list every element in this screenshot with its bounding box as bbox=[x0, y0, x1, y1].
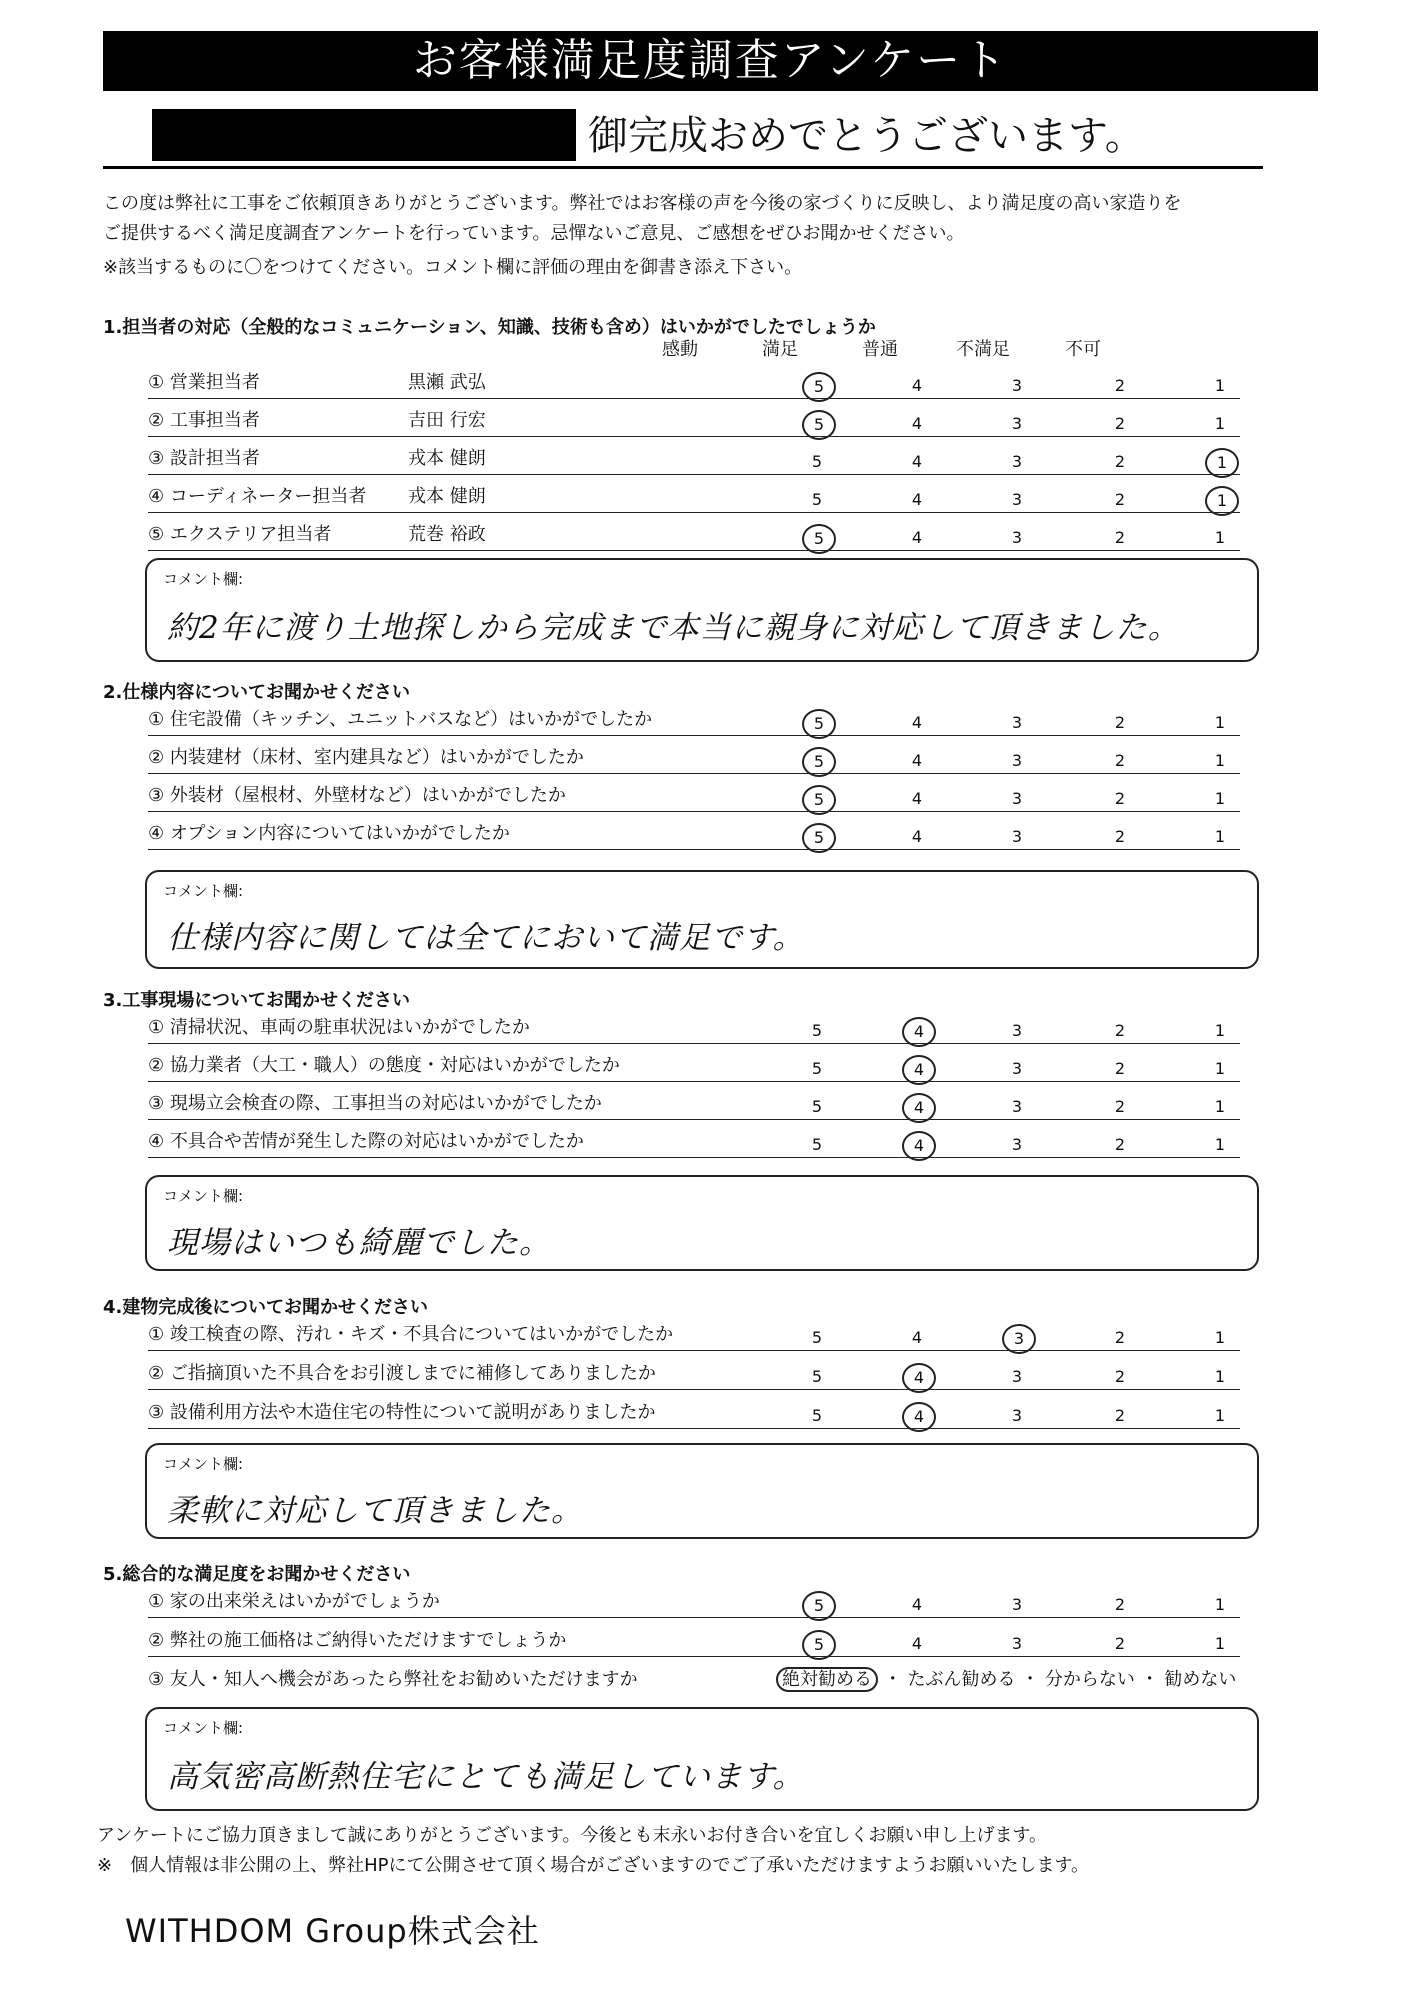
rating-option[interactable]: 3 bbox=[1011, 1097, 1023, 1116]
rating-option[interactable]: 1 bbox=[1214, 1059, 1226, 1078]
row-question: ① 営業担当者 bbox=[148, 372, 260, 393]
rating-option[interactable]: 1 bbox=[1214, 827, 1226, 846]
row-question: ③ 外装材（屋根材、外壁材など）はいかがでしたか bbox=[148, 785, 566, 806]
rating-option[interactable]: 5 bbox=[811, 452, 823, 471]
column-header: 満足 bbox=[762, 339, 798, 360]
row-question: ② ご指摘頂いた不具合をお引渡しまでに補修してありましたか bbox=[148, 1363, 656, 1384]
congratulations-text: 御完成おめでとうございます。 bbox=[588, 113, 1145, 159]
rating-option[interactable]: 3 bbox=[1011, 713, 1023, 732]
rating-row bbox=[148, 1359, 1240, 1390]
rating-option[interactable]: 3 bbox=[1011, 1135, 1023, 1154]
option-separator: ・ bbox=[878, 1669, 908, 1690]
staff-name: 荒巻 裕政 bbox=[408, 524, 486, 545]
rating-row bbox=[148, 444, 1240, 475]
recommend-options bbox=[776, 1667, 1236, 1693]
rating-option[interactable]: 1 bbox=[1214, 1634, 1226, 1653]
intro-line-3: ※該当するものに〇をつけてください。コメント欄に評価の理由を御書き添え下さい。 bbox=[103, 257, 803, 278]
rating-option[interactable]: 1 bbox=[1214, 1406, 1226, 1425]
rating-option-selected[interactable]: 5 bbox=[802, 410, 836, 440]
comment-handwriting: 高気密高断熱住宅にとても満足しています。 bbox=[167, 1759, 805, 1795]
rating-option[interactable]: 4 bbox=[911, 713, 923, 732]
rating-option[interactable]: 5 bbox=[811, 1367, 823, 1386]
rating-row bbox=[148, 406, 1240, 437]
rating-option[interactable]: 2 bbox=[1114, 1595, 1126, 1614]
row-question: ④ 不具合や苦情が発生した際の対応はいかがでしたか bbox=[148, 1131, 584, 1152]
recommend-option-selected[interactable]: 絶対勧める bbox=[776, 1667, 878, 1692]
row-question: ② 弊社の施工価格はご納得いただけますでしょうか bbox=[148, 1630, 567, 1651]
comment-label: コメント欄: bbox=[163, 882, 244, 900]
rating-option-selected[interactable]: 5 bbox=[802, 785, 836, 815]
row-question: ③ 設備利用方法や木造住宅の特性について説明がありましたか bbox=[148, 1402, 656, 1423]
section-title: 4.建物完成後についてお聞かせください bbox=[103, 1297, 429, 1318]
comment-label: コメント欄: bbox=[163, 1187, 244, 1205]
column-header: 不満足 bbox=[956, 339, 1010, 360]
rating-option-selected[interactable]: 5 bbox=[802, 747, 836, 777]
rating-option[interactable]: 2 bbox=[1114, 1135, 1126, 1154]
congratulations-underline bbox=[103, 166, 1263, 169]
rating-row bbox=[148, 1089, 1240, 1120]
comment-box bbox=[145, 1175, 1259, 1271]
comment-handwriting: 仕様内容に関しては全てにおいて満足です。 bbox=[167, 920, 805, 956]
section-title: 2.仕様内容についてお聞かせください bbox=[103, 682, 411, 703]
rating-option[interactable]: 4 bbox=[911, 414, 923, 433]
staff-name: 戎本 健朗 bbox=[408, 448, 486, 469]
rating-option-selected[interactable]: 4 bbox=[902, 1093, 936, 1123]
rating-option-selected[interactable]: 4 bbox=[902, 1017, 936, 1047]
comment-handwriting: 柔軟に対応して頂きました。 bbox=[167, 1493, 583, 1529]
rating-row bbox=[148, 1626, 1240, 1657]
rating-option[interactable]: 3 bbox=[1011, 528, 1023, 547]
rating-option[interactable]: 2 bbox=[1114, 789, 1126, 808]
rating-row bbox=[148, 781, 1240, 812]
row-question: ③ 設計担当者 bbox=[148, 448, 260, 469]
rating-row bbox=[148, 1398, 1240, 1429]
rating-option[interactable]: 4 bbox=[911, 1634, 923, 1653]
comment-box bbox=[145, 558, 1259, 662]
staff-name: 吉田 行宏 bbox=[408, 410, 486, 431]
rating-option[interactable]: 1 bbox=[1214, 751, 1226, 770]
rating-row bbox=[148, 1013, 1240, 1044]
recommend-option[interactable]: 分からない bbox=[1044, 1669, 1135, 1690]
rating-option[interactable]: 2 bbox=[1114, 1097, 1126, 1116]
rating-option[interactable]: 1 bbox=[1214, 528, 1226, 547]
rating-option-selected[interactable]: 5 bbox=[802, 1630, 836, 1660]
option-separator: ・ bbox=[1015, 1669, 1045, 1690]
recommend-option[interactable]: たぶん勧める bbox=[907, 1669, 1016, 1690]
rating-option[interactable]: 1 bbox=[1214, 1021, 1226, 1040]
rating-option[interactable]: 2 bbox=[1114, 414, 1126, 433]
recommend-row bbox=[148, 1665, 1240, 1695]
rating-option-selected[interactable]: 5 bbox=[802, 372, 836, 402]
rating-option[interactable]: 2 bbox=[1114, 751, 1126, 770]
rating-option[interactable]: 3 bbox=[1011, 452, 1023, 471]
rating-option[interactable]: 4 bbox=[911, 1328, 923, 1347]
rating-option[interactable]: 4 bbox=[911, 376, 923, 395]
rating-option[interactable]: 1 bbox=[1214, 1097, 1226, 1116]
company-name: WITHDOM Group株式会社 bbox=[125, 1912, 540, 1950]
rating-option-selected[interactable]: 1 bbox=[1205, 486, 1239, 516]
comment-box bbox=[145, 1707, 1259, 1811]
rating-option[interactable]: 2 bbox=[1114, 1328, 1126, 1347]
rating-row bbox=[148, 520, 1240, 551]
comment-handwriting: 現場はいつも綺麗でした。 bbox=[167, 1225, 551, 1261]
rating-option[interactable]: 2 bbox=[1114, 452, 1126, 471]
footer-thanks: アンケートにご協力頂きまして誠にありがとうございます。今後とも末永いお付き合いを宜しくお願い申し上げます。 bbox=[97, 1825, 1048, 1846]
row-question: ④ オプション内容についてはいかがでしたか bbox=[148, 823, 510, 844]
rating-option[interactable]: 5 bbox=[811, 1059, 823, 1078]
rating-row bbox=[148, 482, 1240, 513]
rating-option[interactable]: 5 bbox=[811, 1097, 823, 1116]
rating-option[interactable]: 2 bbox=[1114, 1406, 1126, 1425]
rating-option[interactable]: 5 bbox=[811, 1406, 823, 1425]
rating-option[interactable]: 2 bbox=[1114, 1634, 1126, 1653]
footer-privacy-note: ※ 個人情報は非公開の上、弊社HPにて公開させて頂く場合がございますのでご了承いただけますようお願いいたします。 bbox=[97, 1855, 1090, 1876]
rating-option-selected[interactable]: 1 bbox=[1205, 448, 1239, 478]
rating-option[interactable]: 5 bbox=[811, 1135, 823, 1154]
recommend-question: ③ 友人・知人へ機会があったら弊社をお勧めいただけますか bbox=[148, 1669, 638, 1690]
row-question: ① 家の出来栄えはいかがでしょうか bbox=[148, 1591, 440, 1612]
rating-option[interactable]: 3 bbox=[1011, 1059, 1023, 1078]
rating-row bbox=[148, 705, 1240, 736]
rating-option[interactable]: 3 bbox=[1011, 1021, 1023, 1040]
rating-option[interactable]: 2 bbox=[1114, 713, 1126, 732]
intro-line-2: ご提供するべく満足度調査アンケートを行っています。忌憚ないご意見、ご感想をぜひお聞かせください。 bbox=[103, 223, 965, 244]
comment-box bbox=[145, 870, 1259, 969]
row-question: ① 竣工検査の際、汚れ・キズ・不具合についてはいかがでしたか bbox=[148, 1324, 674, 1345]
rating-option[interactable]: 3 bbox=[1011, 751, 1023, 770]
rating-option-selected[interactable]: 4 bbox=[902, 1402, 936, 1432]
column-header: 不可 bbox=[1065, 339, 1101, 360]
row-question: ⑤ エクステリア担当者 bbox=[148, 524, 332, 545]
rating-option[interactable]: 3 bbox=[1011, 376, 1023, 395]
rating-option[interactable]: 2 bbox=[1114, 528, 1126, 547]
rating-option[interactable]: 3 bbox=[1011, 789, 1023, 808]
row-question: ① 住宅設備（キッチン、ユニットバスなど）はいかがでしたか bbox=[148, 709, 653, 730]
comment-handwriting: 約2年に渡り土地探しから完成まで本当に親身に対応して頂きました。 bbox=[167, 610, 1180, 646]
row-question: ④ コーディネーター担当者 bbox=[148, 486, 367, 507]
rating-option[interactable]: 1 bbox=[1214, 376, 1226, 395]
rating-option-selected[interactable]: 5 bbox=[802, 524, 836, 554]
rating-option-selected[interactable]: 4 bbox=[902, 1131, 936, 1161]
rating-option[interactable]: 4 bbox=[911, 1595, 923, 1614]
rating-option[interactable]: 1 bbox=[1214, 1328, 1226, 1347]
rating-option[interactable]: 1 bbox=[1214, 713, 1226, 732]
rating-row bbox=[148, 368, 1240, 399]
rating-option[interactable]: 2 bbox=[1114, 827, 1126, 846]
row-question: ③ 現場立会検査の際、工事担当の対応はいかがでしたか bbox=[148, 1093, 602, 1114]
column-header: 普通 bbox=[862, 339, 898, 360]
rating-option[interactable]: 1 bbox=[1214, 789, 1226, 808]
recommend-option[interactable]: 勧めない bbox=[1164, 1669, 1237, 1690]
rating-option[interactable]: 2 bbox=[1114, 1059, 1126, 1078]
rating-option[interactable]: 3 bbox=[1011, 414, 1023, 433]
rating-option[interactable]: 5 bbox=[811, 1328, 823, 1347]
row-question: ② 内装建材（床材、室内建具など）はいかがでしたか bbox=[148, 747, 584, 768]
rating-option[interactable]: 2 bbox=[1114, 490, 1126, 509]
rating-option[interactable]: 1 bbox=[1214, 1595, 1226, 1614]
section-title: 1.担当者の対応（全般的なコミュニケーション、知識、技術も含め）はいかがでしたでしょうか bbox=[103, 317, 876, 338]
rating-option-selected[interactable]: 5 bbox=[802, 823, 836, 853]
intro-line-1: この度は弊社に工事をご依頼頂きありがとうございます。弊社ではお客様の声を今後の家づくりに反映し、より満足度の高い家造りを bbox=[103, 193, 1182, 214]
rating-option-selected[interactable]: 5 bbox=[802, 1591, 836, 1621]
column-header: 感動 bbox=[662, 339, 698, 360]
row-question: ① 清掃状況、車両の駐車状況はいかがでしたか bbox=[148, 1017, 530, 1038]
rating-option[interactable]: 4 bbox=[911, 827, 923, 846]
rating-option[interactable]: 4 bbox=[911, 789, 923, 808]
rating-option[interactable]: 5 bbox=[811, 490, 823, 509]
rating-option[interactable]: 4 bbox=[911, 452, 923, 471]
row-question: ② 工事担当者 bbox=[148, 410, 260, 431]
rating-row bbox=[148, 1320, 1240, 1351]
rating-option[interactable]: 1 bbox=[1214, 1367, 1226, 1386]
rating-option[interactable]: 2 bbox=[1114, 376, 1126, 395]
comment-label: コメント欄: bbox=[163, 1455, 244, 1473]
rating-option[interactable]: 4 bbox=[911, 528, 923, 547]
rating-option[interactable]: 2 bbox=[1114, 1021, 1126, 1040]
comment-label: コメント欄: bbox=[163, 570, 244, 588]
rating-option[interactable]: 4 bbox=[911, 490, 923, 509]
option-separator: ・ bbox=[1134, 1669, 1165, 1690]
survey-title: お客様満足度調査アンケート bbox=[103, 31, 1318, 91]
rating-option-selected[interactable]: 4 bbox=[902, 1363, 936, 1393]
section-title: 5.総合的な満足度をお聞かせください bbox=[103, 1564, 411, 1585]
rating-option[interactable]: 3 bbox=[1011, 490, 1023, 509]
rating-row bbox=[148, 743, 1240, 774]
rating-option[interactable]: 2 bbox=[1114, 1367, 1126, 1386]
comment-box bbox=[145, 1443, 1259, 1539]
staff-name: 黒瀬 武弘 bbox=[408, 372, 486, 393]
rating-option[interactable]: 3 bbox=[1011, 1595, 1023, 1614]
rating-option[interactable]: 1 bbox=[1214, 414, 1226, 433]
rating-option-selected[interactable]: 3 bbox=[1002, 1324, 1036, 1354]
rating-option[interactable]: 3 bbox=[1011, 1406, 1023, 1425]
row-question: ② 協力業者（大工・職人）の態度・対応はいかがでしたか bbox=[148, 1055, 620, 1076]
customer-name-redaction bbox=[152, 109, 576, 161]
rating-option[interactable]: 3 bbox=[1011, 1634, 1023, 1653]
rating-option-selected[interactable]: 5 bbox=[802, 709, 836, 739]
rating-option-selected[interactable]: 4 bbox=[902, 1055, 936, 1085]
section-title: 3.工事現場についてお聞かせください bbox=[103, 990, 411, 1011]
staff-name: 戎本 健朗 bbox=[408, 486, 486, 507]
rating-row bbox=[148, 1587, 1240, 1618]
rating-option[interactable]: 1 bbox=[1214, 1135, 1226, 1154]
rating-row bbox=[148, 819, 1240, 850]
comment-label: コメント欄: bbox=[163, 1719, 244, 1737]
rating-option[interactable]: 5 bbox=[811, 1021, 823, 1040]
rating-row bbox=[148, 1127, 1240, 1158]
rating-option[interactable]: 4 bbox=[911, 751, 923, 770]
rating-option[interactable]: 3 bbox=[1011, 1367, 1023, 1386]
rating-row bbox=[148, 1051, 1240, 1082]
rating-option[interactable]: 3 bbox=[1011, 827, 1023, 846]
